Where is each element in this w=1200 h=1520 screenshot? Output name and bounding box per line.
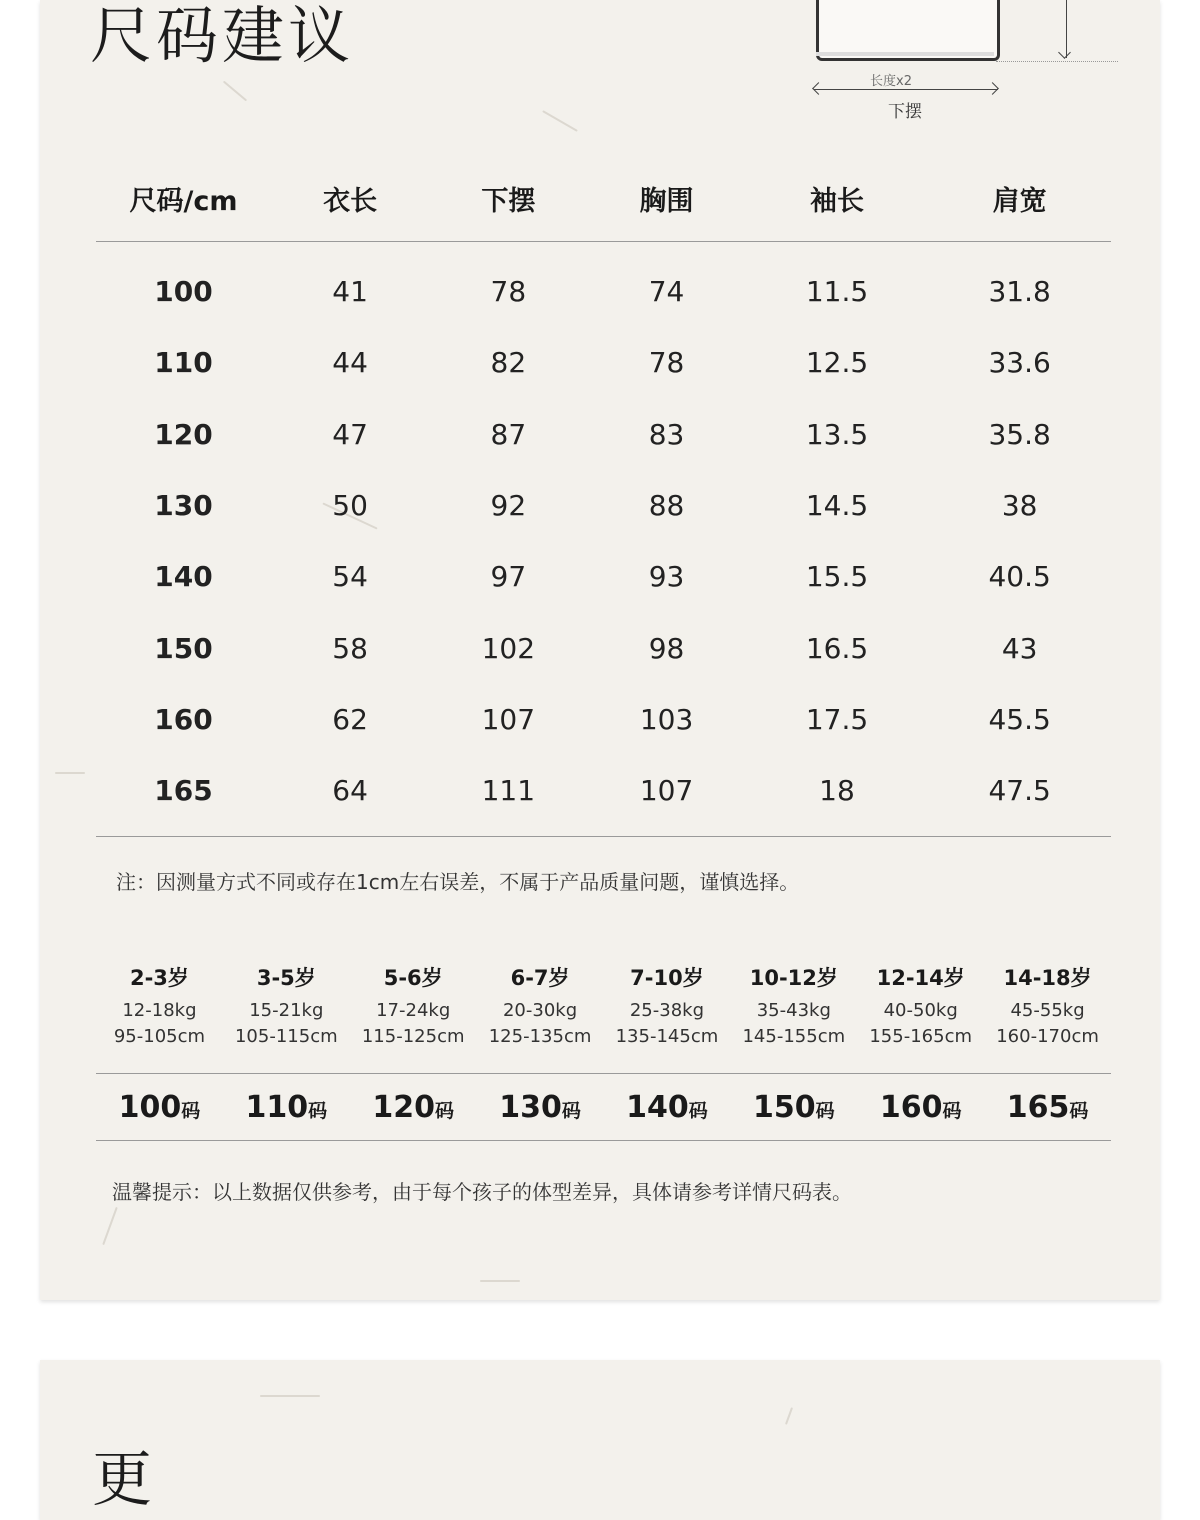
table-header-row bbox=[96, 155, 1111, 242]
size-code-row bbox=[96, 1073, 1111, 1141]
height-range: 145-155cm bbox=[742, 1026, 846, 1047]
table-cell: 102 bbox=[481, 631, 536, 665]
section-title: 尺码建议 bbox=[90, 0, 355, 72]
table-cell: 13.5 bbox=[805, 417, 869, 451]
size-code: 120码 bbox=[372, 1089, 454, 1125]
table-row bbox=[96, 399, 1111, 470]
height-range: 115-125cm bbox=[361, 1026, 465, 1047]
weight-range: 12-18kg bbox=[122, 1000, 197, 1021]
table-cell: 160 bbox=[154, 702, 213, 736]
table-cell: 47.5 bbox=[928, 755, 1111, 837]
table-cell: 74 bbox=[648, 275, 685, 309]
table-row bbox=[96, 541, 1111, 612]
table-cell: 15.5 bbox=[805, 560, 869, 594]
table-cell: 50 bbox=[332, 489, 368, 523]
size-code: 100码 bbox=[118, 1089, 201, 1125]
table-cell: 98 bbox=[648, 631, 685, 665]
size-code: 150码 bbox=[752, 1089, 835, 1125]
length-label: 长度x2 bbox=[870, 74, 912, 89]
table-cell: 107 bbox=[481, 702, 536, 736]
age-guide-item bbox=[730, 962, 857, 1050]
table-cell: 120 bbox=[154, 417, 213, 451]
table-cell: 18 bbox=[746, 755, 929, 837]
size-guide-card bbox=[40, 0, 1160, 1300]
header-shoulder: 肩宽 bbox=[928, 155, 1111, 242]
table-cell: 33.6 bbox=[988, 346, 1051, 380]
table-cell: 82 bbox=[490, 346, 527, 380]
measurement-note: 注：因测量方式不同或存在1cm左右误差，不属于产品质量问题，谨慎选择。 bbox=[116, 870, 800, 894]
hem-measurement-diagram bbox=[810, 0, 1120, 125]
size-code: 110码 bbox=[245, 1089, 328, 1125]
left-arrow-icon bbox=[812, 82, 825, 95]
table-cell: 43 bbox=[1001, 631, 1038, 665]
weight-range: 35-43kg bbox=[756, 1000, 831, 1021]
table-cell: 78 bbox=[648, 346, 685, 380]
age-range: 5-6岁 bbox=[383, 966, 443, 990]
table-cell: 130 bbox=[154, 489, 213, 523]
age-range: 3-5岁 bbox=[256, 966, 316, 990]
table-cell: 110 bbox=[154, 346, 213, 380]
table-cell: 150 bbox=[154, 631, 213, 665]
size-table bbox=[96, 155, 1111, 837]
table-row bbox=[96, 612, 1111, 683]
weight-range: 40-50kg bbox=[883, 1000, 958, 1021]
table-cell: 41 bbox=[332, 275, 368, 309]
weight-range: 20-30kg bbox=[502, 1000, 578, 1021]
size-code: 160码 bbox=[879, 1089, 962, 1125]
table-cell: 100 bbox=[154, 275, 213, 309]
header-length: 衣长 bbox=[271, 155, 429, 242]
table-cell: 14.5 bbox=[805, 489, 869, 523]
age-range: 7-10岁 bbox=[630, 966, 704, 990]
age-guide-item bbox=[984, 962, 1111, 1050]
table-row bbox=[96, 684, 1111, 755]
table-cell: 31.8 bbox=[988, 275, 1051, 309]
age-guide-item bbox=[350, 962, 477, 1050]
age-range: 10-12岁 bbox=[749, 966, 838, 990]
table-cell: 87 bbox=[490, 417, 527, 451]
table-cell: 140 bbox=[154, 560, 213, 594]
height-range: 125-135cm bbox=[488, 1026, 592, 1047]
age-guide bbox=[96, 962, 1111, 1050]
weight-range: 45-55kg bbox=[1010, 1000, 1085, 1021]
table-cell: 92 bbox=[490, 489, 527, 523]
table-cell: 88 bbox=[648, 489, 685, 523]
next-section-title: 更 bbox=[92, 1445, 152, 1515]
table-cell: 97 bbox=[490, 560, 527, 594]
age-guide-item bbox=[604, 962, 731, 1050]
age-guide-item bbox=[857, 962, 984, 1050]
height-range: 105-115cm bbox=[234, 1026, 338, 1047]
size-code: 165码 bbox=[1006, 1089, 1089, 1125]
size-code: 140码 bbox=[626, 1089, 708, 1125]
header-sleeve: 袖长 bbox=[746, 155, 929, 242]
age-range: 6-7岁 bbox=[510, 966, 570, 990]
reference-tip: 温馨提示：以上数据仅供参考，由于每个孩子的体型差异，具体请参考详情尺码表。 bbox=[112, 1180, 852, 1204]
age-range: 14-18岁 bbox=[1003, 966, 1092, 990]
table-cell: 64 bbox=[271, 755, 429, 837]
header-hem: 下摆 bbox=[429, 155, 587, 242]
age-guide-item bbox=[96, 962, 223, 1050]
table-cell: 78 bbox=[490, 275, 527, 309]
weight-range: 15-21kg bbox=[249, 1000, 324, 1021]
next-section-card bbox=[40, 1360, 1160, 1520]
table-cell: 44 bbox=[332, 346, 368, 380]
down-arrow-icon bbox=[1058, 46, 1071, 59]
table-row bbox=[96, 242, 1111, 328]
age-range: 12-14岁 bbox=[876, 966, 965, 990]
table-row bbox=[96, 755, 1111, 837]
size-code: 130码 bbox=[499, 1089, 581, 1125]
table-cell: 47 bbox=[332, 417, 368, 451]
table-cell: 35.8 bbox=[988, 417, 1051, 451]
age-range: 2-3岁 bbox=[129, 966, 189, 990]
age-guide-item bbox=[223, 962, 350, 1050]
table-cell: 111 bbox=[429, 755, 587, 837]
header-size: 尺码/cm bbox=[96, 155, 271, 242]
hem-label: 下摆 bbox=[888, 102, 922, 122]
header-chest: 胸围 bbox=[587, 155, 745, 242]
table-row bbox=[96, 327, 1111, 398]
table-cell: 93 bbox=[648, 560, 685, 594]
table-cell: 165 bbox=[96, 755, 271, 837]
table-cell: 58 bbox=[332, 631, 368, 665]
height-range: 135-145cm bbox=[615, 1026, 719, 1047]
weight-range: 25-38kg bbox=[629, 1000, 705, 1021]
table-cell: 12.5 bbox=[805, 346, 869, 380]
table-cell: 83 bbox=[648, 417, 685, 451]
table-row bbox=[96, 470, 1111, 541]
table-cell: 38 bbox=[1001, 489, 1038, 523]
table-cell: 54 bbox=[332, 560, 368, 594]
height-range: 160-170cm bbox=[996, 1026, 1099, 1047]
table-cell: 40.5 bbox=[988, 560, 1051, 594]
table-cell: 17.5 bbox=[805, 702, 869, 736]
table-cell: 16.5 bbox=[805, 631, 869, 665]
table-cell: 103 bbox=[639, 702, 694, 736]
height-range: 155-165cm bbox=[869, 1026, 972, 1047]
table-cell: 62 bbox=[332, 702, 368, 736]
table-cell: 11.5 bbox=[805, 275, 869, 309]
table-cell: 45.5 bbox=[988, 702, 1051, 736]
table-cell: 107 bbox=[587, 755, 745, 837]
right-arrow-icon bbox=[986, 82, 999, 95]
age-guide-item bbox=[477, 962, 604, 1050]
height-range: 95-105cm bbox=[113, 1026, 206, 1047]
weight-range: 17-24kg bbox=[376, 1000, 451, 1021]
